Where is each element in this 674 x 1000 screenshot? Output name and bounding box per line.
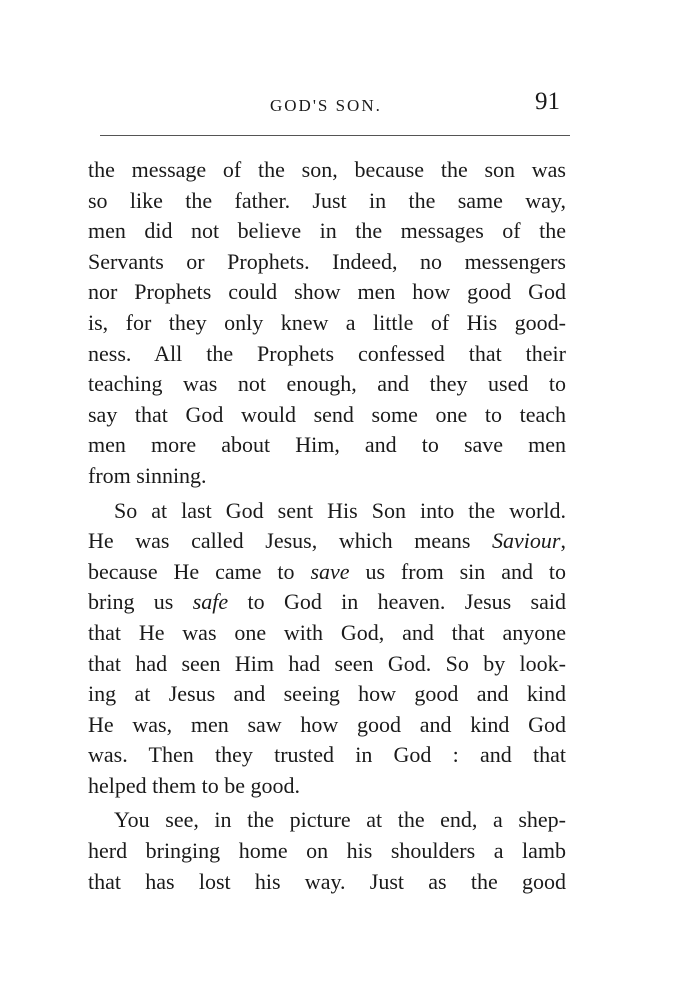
text-line (88, 526, 566, 557)
text-span: to God in heaven. Jesus said (228, 589, 566, 615)
text-line: So at last God sent His Son into the world. (114, 497, 566, 523)
text-line: nor Prophets could show men how good God (88, 279, 566, 305)
text-line: say that God would send some one to teach (88, 401, 566, 427)
body-text (88, 155, 566, 897)
text-line: Servants or Prophets. Indeed, no messengers (88, 248, 566, 274)
text-line (88, 557, 566, 588)
text-line: teaching was not enough, and they used to (88, 371, 566, 397)
text-span: us from sin and to (349, 558, 566, 584)
text-span: because He came to (88, 558, 311, 584)
text-line: that He was one with God, and that anyone (88, 619, 566, 645)
text-line: men did not believe in the messages of the (88, 218, 566, 244)
italic-word-safe: safe (192, 589, 229, 615)
header-rule (100, 135, 570, 136)
running-title: GOD'S SON. (270, 96, 382, 115)
paragraph-2 (88, 496, 566, 802)
italic-word-save: save (310, 558, 350, 584)
text-line: from sinning. (88, 462, 207, 488)
text-line: so like the father. Just in the same way, (88, 187, 566, 213)
page-header (100, 88, 568, 124)
paragraph-1 (88, 155, 566, 492)
text-span: He was called Jesus, which means (88, 528, 493, 554)
text-line: helped them to be good. (88, 772, 301, 798)
text-line: the message of the son, because the son was (88, 157, 566, 182)
text-line: that had seen Him had seen God. So by look- (88, 650, 566, 676)
text-span: , (560, 528, 566, 554)
text-line: men more about Him, and to save men (88, 432, 566, 458)
text-line: ness. All the Prophets confessed that their (88, 340, 566, 366)
text-line: You see, in the picture at the end, a shep- (114, 807, 566, 833)
page-number: 91 (535, 88, 560, 115)
text-line: herd bringing home on his shoulders a lamb (88, 838, 566, 864)
text-line: was. Then they trusted in God : and that (88, 742, 566, 768)
italic-word-saviour: Saviour (492, 528, 561, 554)
text-span: bring us (88, 589, 193, 615)
text-line (88, 587, 566, 618)
text-line: ing at Jesus and seeing how good and kind (88, 681, 566, 707)
text-line: He was, men saw how good and kind God (88, 711, 566, 737)
paragraph-3 (88, 805, 566, 897)
text-line: that has lost his way. Just as the good (88, 868, 566, 894)
text-line: is, for they only knew a little of His good- (88, 309, 566, 335)
